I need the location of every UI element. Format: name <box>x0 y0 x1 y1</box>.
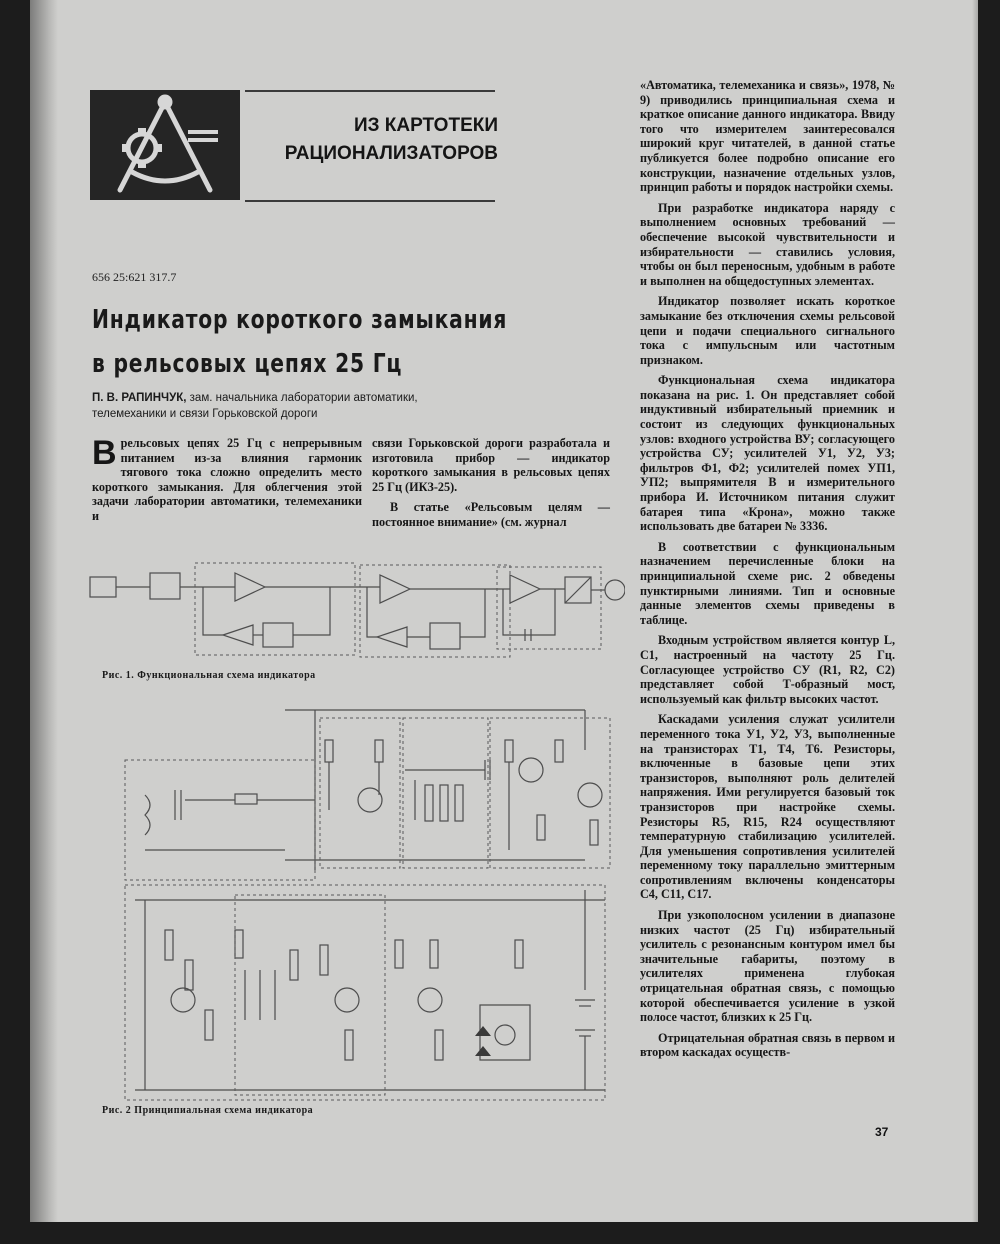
paragraph-3: Индикатор позволяет искать короткое замыкание без отключения схемы рельсовой цепи и подачи специального сигнального тока с импульсным или частотным признаком. <box>640 294 895 367</box>
right-column <box>640 78 895 1066</box>
paragraph-4: Функциональная схема индикатора показана на рис. 1. Он представляет собой индуктивный избирательный приемник и состоит из следующих функциональных узлов: входного устройства ВУ; согласующего устройства СУ; усилителей У1, У2, У3; фильтров Ф1, Ф2; усилителей помех УП1, УП2; выпрямителя В и измерительного прибора И. Источником питания служит батарея типа «Крона», можно также использовать две батареи № 3336. <box>640 373 895 534</box>
udc-code: 656 25:621 317.7 <box>92 270 177 284</box>
binding-shadow <box>30 0 58 1222</box>
author-role-2: телемеханики и связи Горьковской дороги <box>92 408 318 420</box>
paragraph-5: В соответствии с функциональным назначением перечисленные блоки на принципиальной схеме рис. 2 обведены пунктирными линиями. Тип и основные данные элементов схемы приведены в таблице. <box>640 539 895 627</box>
page-edge <box>972 0 978 1222</box>
rubric-line-2: РАЦИОНАЛИЗАТОРОВ <box>284 143 498 164</box>
author-role-1: зам. начальника лаборатории автоматики, <box>189 392 418 404</box>
rubric-line-1: ИЗ КАРТОТЕКИ <box>353 115 498 136</box>
paragraph-1: «Автоматика, телемеханика и связь», 1978, № 9) приводились принципиальная схема и краткое описание данного индикатора. Ввиду того что измерителем заинтересовался широкий круг читателей, в данной статье публикуется более подробно описание его конструкции, назначение отдельных узлов, принцип работы и порядок настройки схемы. <box>640 78 895 195</box>
figure-1-caption: Рис. 1. Функциональная схема индикатора <box>102 670 316 681</box>
intro-text-3: В статье «Рельсовым целям — постоянное внимание» (см. журнал <box>372 500 610 529</box>
intro-text-2: связи Горьковской дороги разработала и изготовила прибор — индикатор короткого замыкания в рельсовых цепях 25 Гц (ИКЗ-25). <box>372 436 610 494</box>
figure-2-circuit-schematic <box>85 700 630 1105</box>
title-line-2: в рельсовых цепях 25 Гц <box>92 349 403 379</box>
paragraph-6: Входным устройством является контур L, C1, настроенный на частоту 25 Гц. Согласующее устройство СУ (R1, R2, C2) представляет собой Т-образный мост, используемый как фильтр высоких частот. <box>640 633 895 706</box>
magazine-page <box>30 0 978 1222</box>
drop-cap: В <box>92 434 117 472</box>
compass-gear-icon <box>90 90 240 200</box>
paragraph-9: Отрицательная обратная связь в первом и втором каскадах осуществ- <box>640 1030 895 1060</box>
intro-column-2 <box>372 436 610 536</box>
intro-column-1 <box>92 436 362 530</box>
header-rule-top <box>245 90 495 92</box>
page-number: 37 <box>875 1125 889 1139</box>
header-rule-bottom <box>245 200 495 202</box>
paragraph-7: Каскадами усиления служат усилители переменного тока У1, У2, У3, выполненные на транзисторах Т1, Т4, Т6. Резисторы, включенные в базовые цепи этих транзисторов, выполняют роль делителей напряжения. Ими регулируется базовый ток транзисторов при настройке схемы. Резисторы R5, R15, R24 осуществляют температурную стабилизацию усилителей. Для уменьшения сопротивления усилителей переменному току параллельно эмиттерным сопротивлениям включены конденсаторы С4, С11, С17. <box>640 712 895 902</box>
paragraph-8: При узкополосном усилении в диапазоне низких частот (25 Гц) избирательный усилитель с резонансным контуром имел бы значительные габариты, поэтому в усилителях применена глубокая отрицательная обратная связь, с помощью которой обеспечивается усиление в узкой полосе частот, близких к 25 Гц. <box>640 908 895 1025</box>
author-byline <box>92 390 532 422</box>
title-line-1: Индикатор короткого замыкания <box>92 305 508 335</box>
paragraph-2: При разработке индикатора наряду с выполнением основных требований — обеспечение высокой чувствительности и избирательности — ставились условия, чтобы он был переносным, удобным в работе и выполнен на общедоступных элементах. <box>640 200 895 288</box>
figure-2-caption: Рис. 2 Принципиальная схема индикатора <box>102 1105 314 1116</box>
intro-text-1: рельсовых цепях 25 Гц с непрерывным питанием из-за влияния гармоник тягового тока сложно определить место короткого замыкания. Для облегчения этой задачи лаборатории автоматики, телемеханики и <box>92 436 362 523</box>
article-title <box>92 298 508 386</box>
author-name: П. В. РАПИНЧУК, <box>92 392 187 404</box>
figure-1-functional-diagram <box>85 555 625 665</box>
rubric-title <box>250 112 498 168</box>
rubric-logo <box>90 90 240 200</box>
